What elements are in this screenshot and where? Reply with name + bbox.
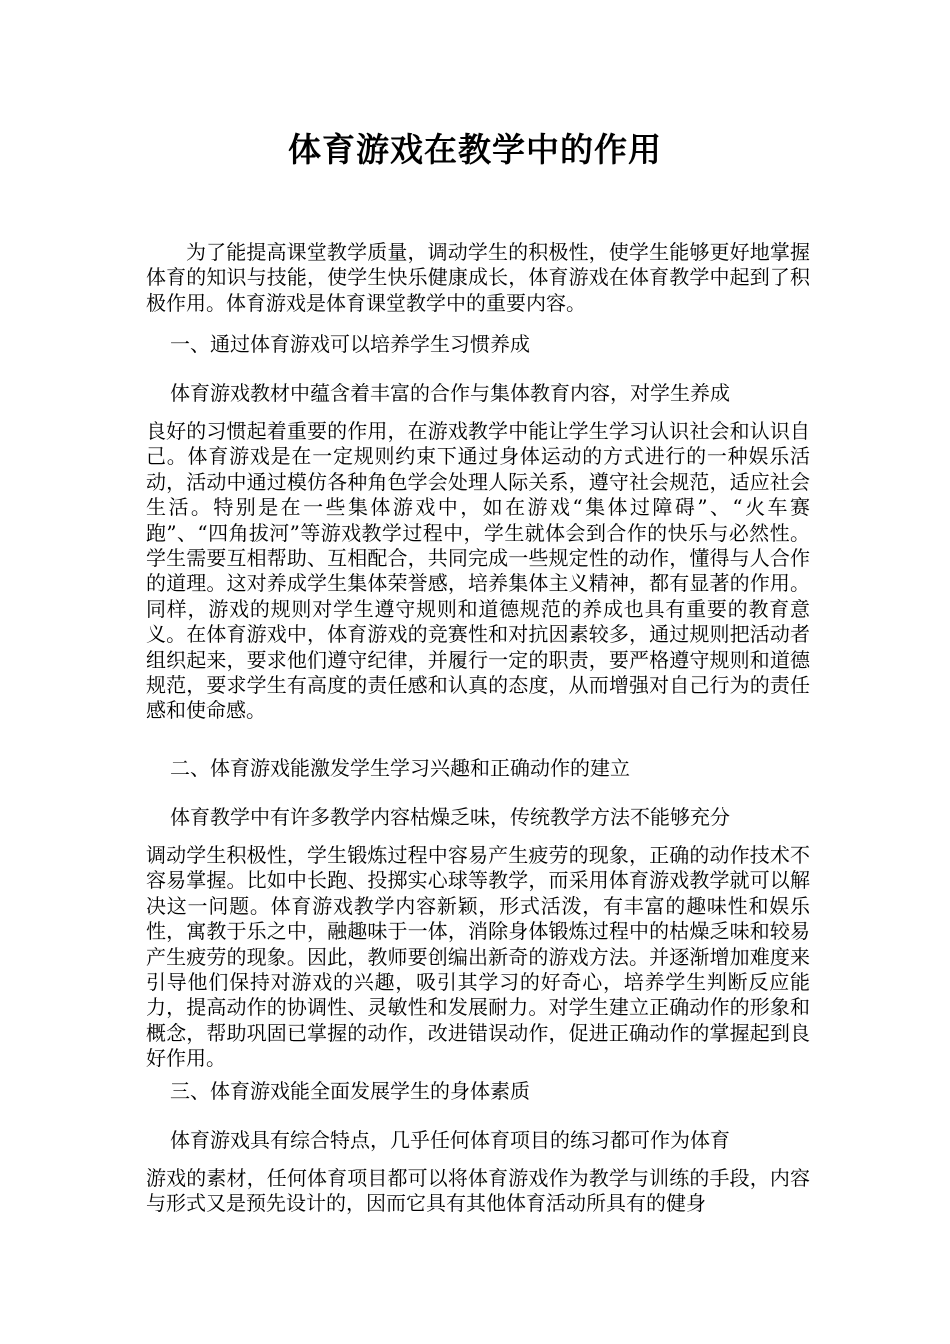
section-body-3: 游戏的素材，任何体育项目都可以将体育游戏作为教学与训练的手段，内容与形式又是预先设计的，因而它具有其他体育活动所具有的健身 [146, 1166, 810, 1216]
section-lead-1: 体育游戏教材中蕴含着丰富的合作与集体教育内容，对学生养成 [170, 381, 730, 405]
section-heading-2: 二、体育游戏能激发学生学习兴趣和正确动作的建立 [170, 756, 630, 780]
intro-paragraph: 为了能提高课堂教学质量，调动学生的积极性，使学生能够更好地掌握体育的知识与技能，使学生快乐健康成长，体育游戏在体育教学中起到了积极作用。体育游戏是体育课堂教学中的重要内容。 [146, 240, 810, 315]
document-title: 体育游戏在教学中的作用 [288, 130, 662, 169]
section-lead-3: 体育游戏具有综合特点，几乎任何体育项目的练习都可作为体育 [170, 1128, 730, 1152]
section-lead-2: 体育教学中有许多教学内容枯燥乏味，传统教学方法不能够充分 [170, 805, 730, 829]
section-heading-1: 一、通过体育游戏可以培养学生习惯养成 [170, 332, 530, 356]
section-body-2: 调动学生积极性，学生锻炼过程中容易产生疲劳的现象，正确的动作技术不容易掌握。比如中长跑、投掷实心球等教学，而采用体育游戏教学就可以解决这一问题。体育游戏教学内容新颖，形式活泼，有丰富的趣味性和娱乐性，寓教于乐之中，融趣味于一体，消除身体锻炼过程中的枯燥乏味和较易产生疲劳的现象。因此，教师要创编出新奇的游戏方法。并逐渐增加难度来引导他们保持对游戏的兴趣，吸引其学习的好奇心，培养学生判断反应能力，提高动作的协调性、灵敏性和发展耐力。对学生建立正确动作的形象和概念，帮助巩固已掌握的动作，改进错误动作，促进正确动作的掌握起到良好作用。 [146, 843, 810, 1071]
section-heading-3: 三、体育游戏能全面发展学生的身体素质 [170, 1079, 530, 1103]
section-body-1: 良好的习惯起着重要的作用，在游戏教学中能让学生学习认识社会和认识自己。体育游戏是在一定规则约束下通过身体运动的方式进行的一种娱乐活动，活动中通过模仿各种角色学会处理人际关系，遵守社会规范，适应社会生活。特别是在一些集体游戏中，如在游戏“集体过障碍”、“火车赛跑”、“四角拔河”等游戏教学过程中，学生就体会到合作的快乐与必然性。学生需要互相帮助、互相配合，共同完成一些规定性的动作，懂得与人合作的道理。这对养成学生集体荣誉感，培养集体主义精神，都有显著的作用。同样，游戏的规则对学生遵守规则和道德规范的养成也具有重要的教育意义。在体育游戏中，体育游戏的竞赛性和对抗因素较多，通过规则把活动者组织起来，要求他们遵守纪律，并履行一定的职责，要严格遵守规则和道德规范，要求学生有高度的责任感和认真的态度，从而增强对自己行为的责任感和使命感。 [146, 419, 810, 723]
